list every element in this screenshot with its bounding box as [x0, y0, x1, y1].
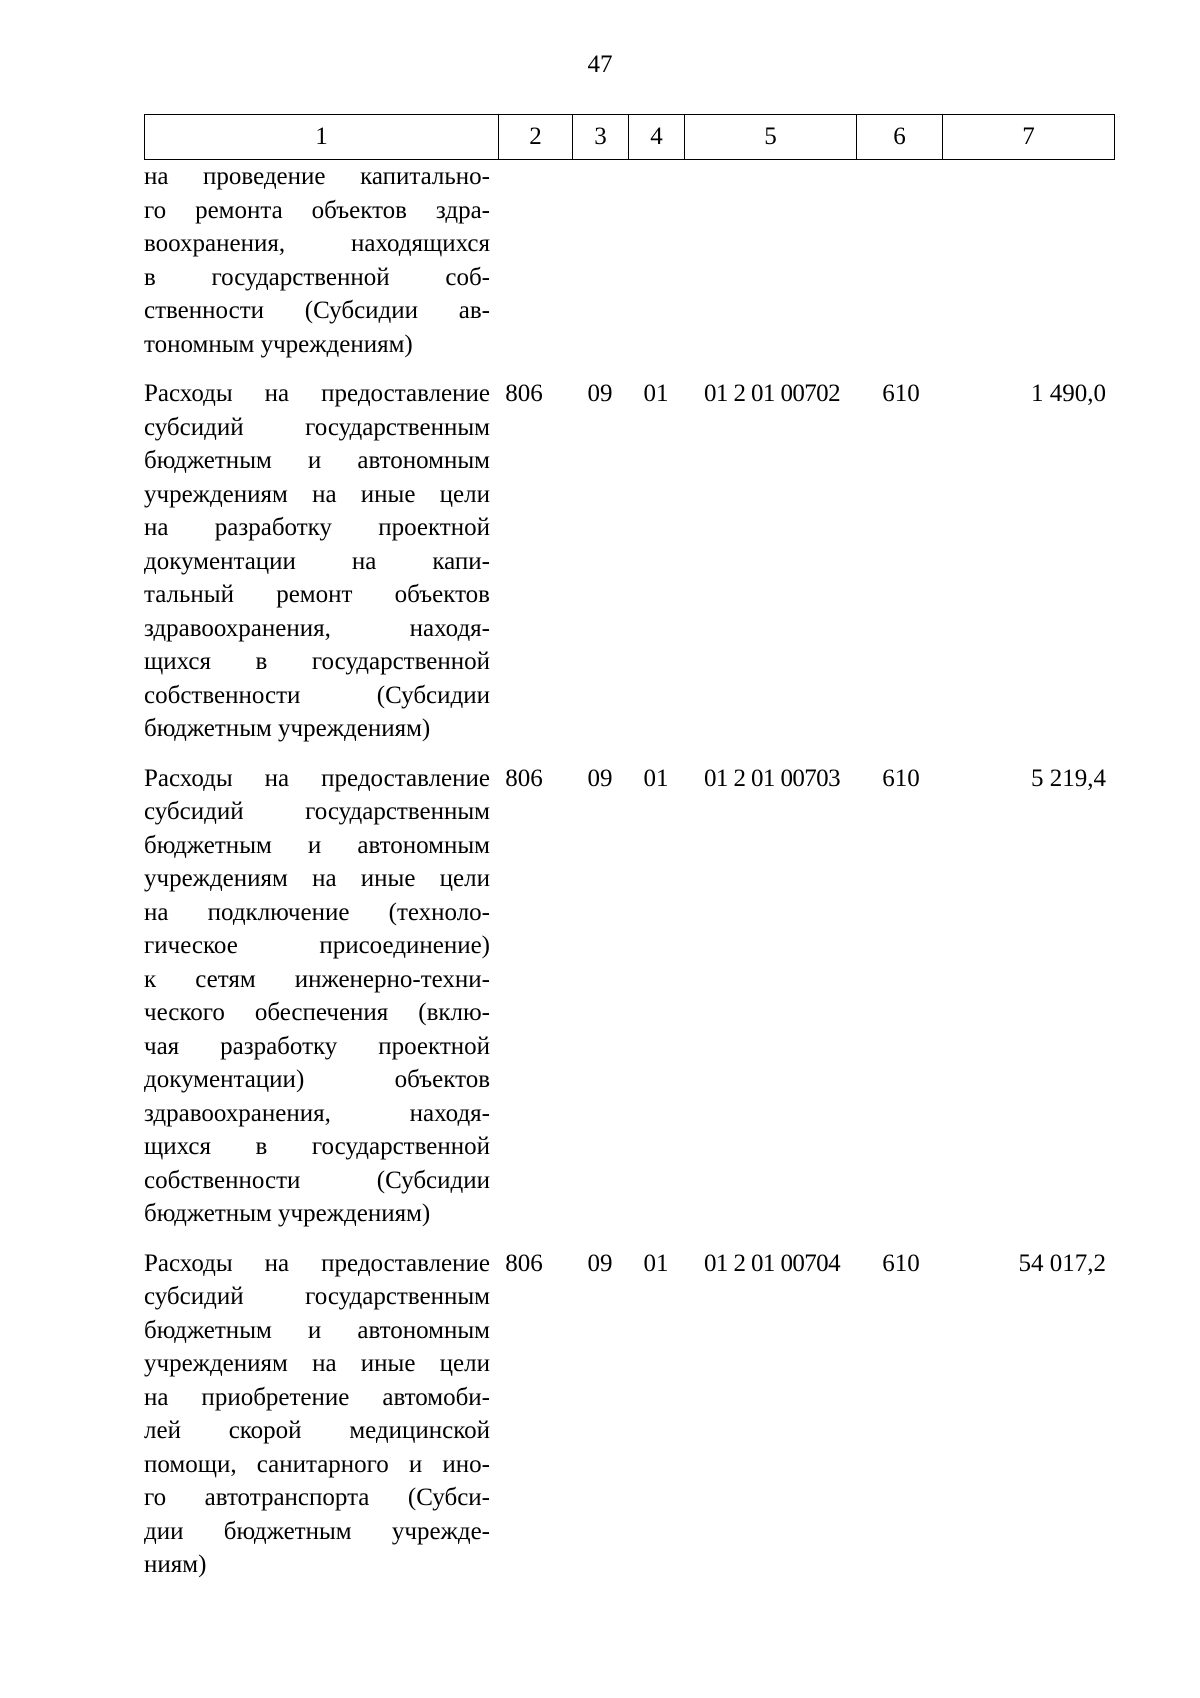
description-line: учреждениям на иные цели [144, 480, 490, 508]
description-line: щихся в государственной [144, 648, 490, 675]
amount-cell: 54 017,2 [1018, 1249, 1106, 1277]
header-cell-5: 5 [685, 115, 857, 160]
description-line: в государственной соб- [144, 263, 490, 291]
description-line: здравоохранения, находя- [144, 614, 490, 642]
section-code-cell: 09 [587, 1249, 613, 1277]
description-line: гическое присоединение) [144, 932, 490, 959]
table-row [144, 762, 1114, 1231]
amount-cell: 5 219,4 [1031, 764, 1106, 792]
description-line: субсидий государственным [144, 1283, 490, 1310]
expense-type-cell: 610 [882, 764, 920, 792]
table-row [144, 160, 1114, 361]
description-line: бюджетным учреждениям) [144, 715, 431, 742]
description-cell [144, 160, 490, 361]
description-line: ческого обеспечения (вклю- [144, 999, 490, 1026]
description-cell [144, 1247, 490, 1582]
admin-code-cell: 806 [505, 380, 543, 407]
section-code-cell: 09 [587, 764, 613, 792]
description-line: помощи, санитарного и ино- [144, 1450, 490, 1478]
description-line: чая разработку проектной [144, 1032, 490, 1060]
description-line: го автотранспорта (Субси- [144, 1484, 490, 1511]
description-line: тономным учреждениям) [144, 330, 413, 358]
description-line: на приобретение автомоби- [144, 1383, 490, 1411]
header-cell-6: 6 [857, 115, 943, 160]
description-line: Расходы на предоставление [144, 1249, 490, 1277]
description-line: Расходы на предоставление [144, 764, 490, 792]
description-line: ственности (Субсидии ав- [144, 297, 490, 324]
description-line: документации на капи- [144, 547, 490, 575]
description-line: учреждениям на иные цели [144, 865, 490, 892]
description-line: собственности (Субсидии [144, 1166, 490, 1194]
description-line: Расходы на предоставление [144, 380, 490, 407]
description-line: щихся в государственной [144, 1133, 490, 1160]
description-line: субсидий государственным [144, 798, 490, 825]
table-row [144, 1247, 1114, 1582]
amount-cell: 1 490,0 [1031, 380, 1106, 407]
description-line: лей скорой медицинской [144, 1417, 490, 1444]
description-line: субсидий государственным [144, 413, 490, 441]
description-line: тальный ремонт объектов [144, 581, 490, 608]
header-row [145, 115, 1115, 160]
description-line: бюджетным и автономным [144, 1316, 490, 1344]
description-line: документации) объектов [144, 1066, 490, 1093]
admin-code-cell: 806 [505, 1249, 543, 1277]
subsection-code-cell: 01 [643, 764, 669, 792]
target-article-cell: 01 2 01 00702 [704, 380, 840, 407]
header-cell-7: 7 [943, 115, 1115, 160]
description-line: дии бюджетным учрежде- [144, 1517, 490, 1545]
subsection-code-cell: 01 [643, 1249, 669, 1277]
description-line: бюджетным учреждениям) [144, 1200, 431, 1227]
target-article-cell: 01 2 01 00704 [704, 1249, 840, 1277]
description-line: на разработку проектной [144, 514, 490, 541]
header-cell-4: 4 [629, 115, 685, 160]
header-cell-1: 1 [145, 115, 499, 160]
header-cell-3: 3 [573, 115, 629, 160]
description-line: ниям) [144, 1551, 207, 1578]
table-row [144, 377, 1114, 746]
description-line: здравоохранения, находя- [144, 1099, 490, 1127]
description-line: го ремонта объектов здра- [144, 196, 490, 224]
description-line: на проведение капитально- [144, 163, 490, 190]
target-article-cell: 01 2 01 00703 [704, 764, 840, 792]
description-line: учреждениям на иные цели [144, 1350, 490, 1377]
description-line: собственности (Субсидии [144, 681, 490, 709]
subsection-code-cell: 01 [643, 380, 669, 407]
admin-code-cell: 806 [505, 764, 543, 792]
description-line: бюджетным и автономным [144, 447, 490, 474]
page-number: 47 [587, 51, 613, 78]
expense-type-cell: 610 [882, 380, 920, 407]
expense-type-cell: 610 [882, 1249, 920, 1277]
table-header [144, 114, 1115, 160]
description-line: к сетям инженерно-техни- [144, 965, 490, 993]
table-body [144, 160, 1114, 1598]
description-line: на подключение (техноло- [144, 898, 490, 926]
description-cell [144, 762, 490, 1231]
description-line: воохранения, находящихся [144, 230, 490, 257]
description-cell [144, 377, 490, 746]
description-line: бюджетным и автономным [144, 831, 490, 859]
header-cell-2: 2 [499, 115, 573, 160]
section-code-cell: 09 [587, 380, 613, 407]
